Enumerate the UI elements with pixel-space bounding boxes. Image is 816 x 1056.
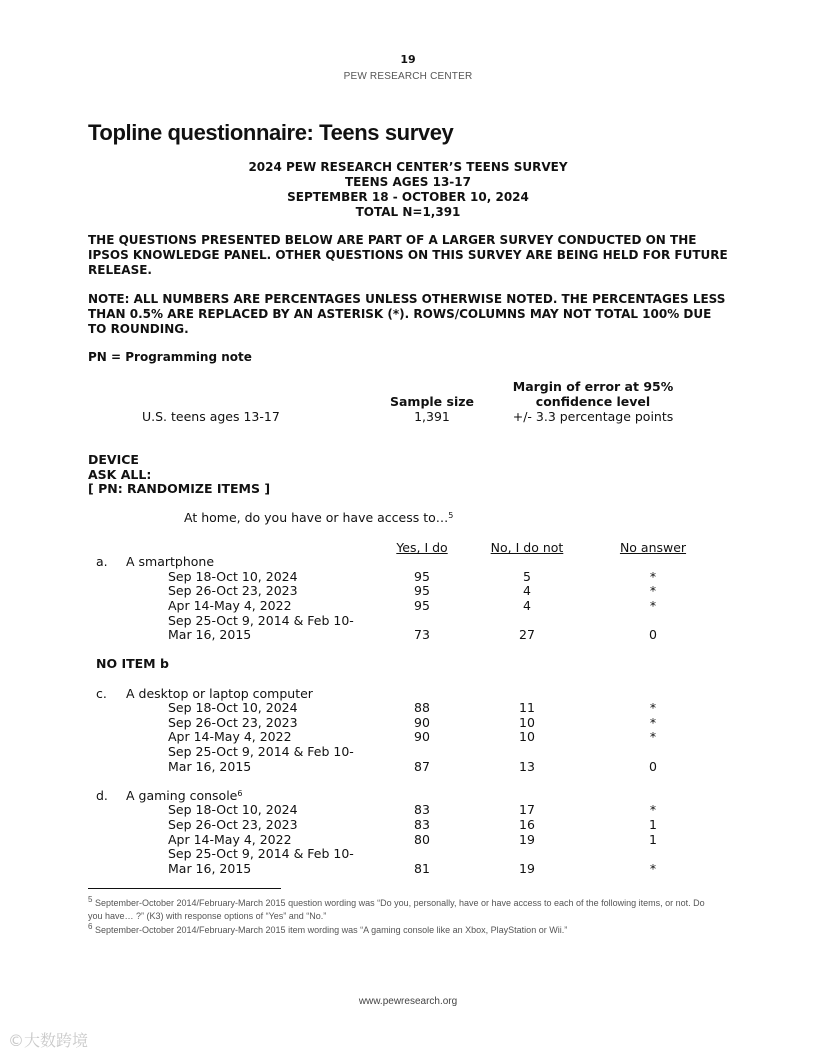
cell-no: 27	[519, 627, 535, 642]
cell-no: 4	[523, 583, 531, 598]
cell-na: *	[649, 569, 657, 584]
page-title: Topline questionnaire: Teens survey	[88, 120, 454, 145]
margin-of-error: +/- 3.3 percentage points	[512, 409, 674, 424]
row-period: Sep 18-Oct 10, 2024	[168, 569, 298, 584]
question-code: DEVICE	[88, 452, 139, 467]
cell-yes: 80	[414, 832, 430, 847]
cell-na: *	[649, 598, 657, 613]
row-period: Sep 25-Oct 9, 2014 & Feb 10-	[168, 744, 354, 759]
watermark: ©大数跨境	[8, 1031, 89, 1050]
survey-info-line: TEENS AGES 13-17	[345, 175, 471, 189]
sample-size: 1,391	[414, 409, 450, 424]
row-period: Apr 14-May 4, 2022	[168, 598, 292, 613]
footnote-5	[88, 897, 718, 923]
row-period: Sep 25-Oct 9, 2014 & Feb 10-	[168, 846, 354, 861]
cell-yes: 95	[414, 583, 430, 598]
item-label: A gaming console	[126, 788, 238, 803]
footnote-divider	[88, 888, 281, 889]
row-period: Apr 14-May 4, 2022	[168, 729, 292, 744]
row-period: Apr 14-May 4, 2022	[168, 832, 292, 847]
question-text	[184, 510, 453, 525]
header-org: PEW RESEARCH CENTER	[343, 71, 473, 82]
cell-yes: 88	[414, 700, 430, 715]
cell-na: 0	[649, 759, 657, 774]
cell-no: 5	[523, 569, 531, 584]
note-paragraph: NOTE: ALL NUMBERS ARE PERCENTAGES UNLESS OTHERWISE NOTED. THE PERCENTAGES LESS THAN 0.5% ARE REPLACED BY AN ASTERISK (*). ROWS/COLUMNS MAY NOT TOTAL 100% DUE TO ROUNDING.	[88, 292, 726, 336]
row-period: Mar 16, 2015	[168, 861, 252, 876]
cell-na: *	[649, 861, 657, 876]
footer-url[interactable]: www.pewresearch.org	[358, 996, 458, 1007]
cell-yes: 87	[414, 759, 430, 774]
survey-info	[0, 160, 816, 220]
cell-no: 16	[519, 817, 535, 832]
row-period: Sep 25-Oct 9, 2014 & Feb 10-	[168, 613, 354, 628]
footnote-text: September-October 2014/February-March 2015 item wording was “A gaming console like an Xbox, PlayStation or Wii.”	[94, 925, 568, 935]
item-letter: d.	[96, 788, 108, 803]
item-label: A desktop or laptop computer	[126, 686, 313, 701]
question-ask: ASK ALL:	[88, 467, 152, 482]
cell-no: 11	[519, 700, 535, 715]
cell-no: 4	[523, 598, 531, 613]
cell-no: 19	[519, 832, 535, 847]
cell-yes: 95	[414, 569, 430, 584]
cell-na: 1	[649, 817, 657, 832]
cell-na: 1	[649, 832, 657, 847]
cell-no: 17	[519, 802, 535, 817]
footnote-ref: 5	[448, 511, 454, 520]
question-text-body: At home, do you have or have access to…	[184, 510, 449, 525]
cell-na: *	[649, 729, 657, 744]
item-letter: a.	[96, 554, 108, 569]
row-period: Sep 26-Oct 23, 2023	[168, 583, 298, 598]
cell-yes: 90	[414, 729, 430, 744]
cell-no: 10	[519, 715, 535, 730]
row-period: Sep 18-Oct 10, 2024	[168, 700, 298, 715]
cell-yes: 81	[414, 861, 430, 876]
row-period: Mar 16, 2015	[168, 627, 252, 642]
row-period: Sep 26-Oct 23, 2023	[168, 715, 298, 730]
moe-header	[512, 379, 674, 409]
footnote-text: September-October 2014/February-March 2015 question wording was “Do you, personally, have or have access to each of the following items, or not. Do you have… ?” (K3) with response options of “Yes” and “No.”	[88, 898, 705, 921]
survey-info-line: SEPTEMBER 18 - OCTOBER 10, 2024	[287, 190, 529, 204]
item-label-wrap	[126, 788, 242, 803]
col-header-na: No answer	[619, 540, 687, 555]
question-pn: [ PN: RANDOMIZE ITEMS ]	[88, 481, 271, 496]
row-period: Sep 26-Oct 23, 2023	[168, 817, 298, 832]
programming-note: PN = Programming note	[88, 350, 252, 364]
sample-size-header: Sample size	[389, 394, 474, 409]
cell-na: *	[649, 700, 657, 715]
moe-header-line2: confidence level	[535, 394, 651, 409]
cell-na: 0	[649, 627, 657, 642]
sample-group: U.S. teens ages 13-17	[142, 409, 280, 424]
cell-na: *	[649, 583, 657, 598]
col-header-yes: Yes, I do	[396, 540, 448, 555]
cell-na: *	[649, 715, 657, 730]
footnote-number: 5	[88, 895, 93, 904]
survey-info-line: TOTAL N=1,391	[355, 205, 461, 219]
footnote-ref: 6	[237, 789, 243, 798]
cell-no: 19	[519, 861, 535, 876]
moe-header-line1: Margin of error at 95%	[512, 379, 674, 394]
cell-yes: 83	[414, 817, 430, 832]
cell-yes: 83	[414, 802, 430, 817]
cell-yes: 90	[414, 715, 430, 730]
cell-na: *	[649, 802, 657, 817]
cell-yes: 73	[414, 627, 430, 642]
cell-no: 10	[519, 729, 535, 744]
item-label: A smartphone	[126, 554, 215, 569]
footnote-6	[88, 924, 718, 937]
cell-no: 13	[519, 759, 535, 774]
row-period: Sep 18-Oct 10, 2024	[168, 802, 298, 817]
intro-paragraph: THE QUESTIONS PRESENTED BELOW ARE PART OF A LARGER SURVEY CONDUCTED ON THE IPSOS KNOWLEDGE PANEL. OTHER QUESTIONS ON THIS SURVEY ARE BEING HELD FOR FUTURE RELEASE.	[88, 233, 728, 277]
footnote-number: 6	[88, 922, 93, 931]
item-letter: c.	[96, 686, 107, 701]
cell-yes: 95	[414, 598, 430, 613]
row-period: Mar 16, 2015	[168, 759, 252, 774]
col-header-no: No, I do not	[490, 540, 564, 555]
page-number: 19	[400, 53, 416, 66]
survey-info-line: 2024 PEW RESEARCH CENTER’S TEENS SURVEY	[248, 160, 568, 174]
no-item-b: NO ITEM b	[96, 656, 169, 671]
